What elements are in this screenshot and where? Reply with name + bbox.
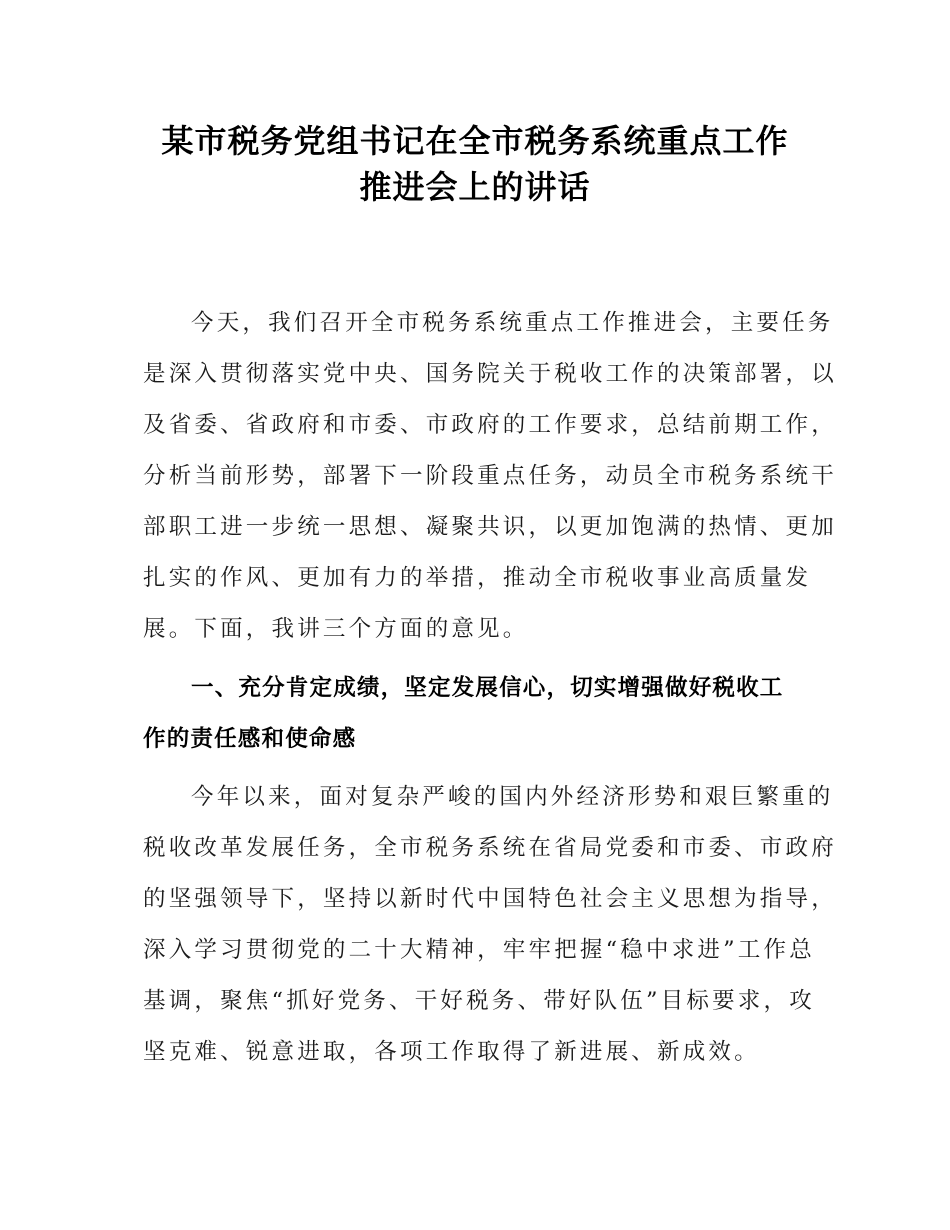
paragraph-achievements xyxy=(143,772,837,1078)
text-line: 坚克难、锐意进取，各项工作取得了新进展、新成效。 xyxy=(143,1039,760,1065)
section-heading-1 xyxy=(143,663,815,765)
text-line: 展。下面，我讲三个方面的意见。 xyxy=(143,616,529,642)
text-line: 是深入贯彻落实党中央、国务院关于税收工作的决策部署，以 xyxy=(143,361,837,387)
text-line: 今年以来，面对复杂严峻的国内外经济形势和艰巨繁重的 xyxy=(191,784,834,810)
text-line: 基调，聚焦“抓好党务、干好税务、带好队伍”目标要求，攻 xyxy=(143,988,815,1014)
heading-line: 作的责任感和使命感 xyxy=(143,726,357,752)
text-line: 税收改革发展任务，全市税务系统在省局党委和市委、市政府 xyxy=(143,835,837,861)
text-line: 今天，我们召开全市税务系统重点工作推进会，主要任务 xyxy=(191,310,834,336)
text-line: 的坚强领导下，坚持以新时代中国特色社会主义思想为指导， xyxy=(143,886,837,912)
text-line: 分析当前形势，部署下一阶段重点任务，动员全市税务系统干 xyxy=(143,463,837,489)
text-line: 部职工进一步统一思想、凝聚共识，以更加饱满的热情、更加 xyxy=(143,514,837,540)
paragraph-intro xyxy=(143,298,837,655)
title-line: 推进会上的讲话 xyxy=(359,168,591,206)
heading-line: 一、充分肯定成绩，坚定发展信心，切实增强做好税收工 xyxy=(191,675,784,701)
title-line: 某市税务党组书记在全市税务系统重点工作 xyxy=(161,122,789,160)
text-line: 扎实的作风、更加有力的举措，推动全市税收事业高质量发 xyxy=(143,565,812,591)
document-title xyxy=(90,118,860,210)
text-line: 及省委、省政府和市委、市政府的工作要求，总结前期工作， xyxy=(143,412,837,438)
text-line: 深入学习贯彻党的二十大精神，牢牢把握“稳中求进”工作总 xyxy=(143,937,815,963)
